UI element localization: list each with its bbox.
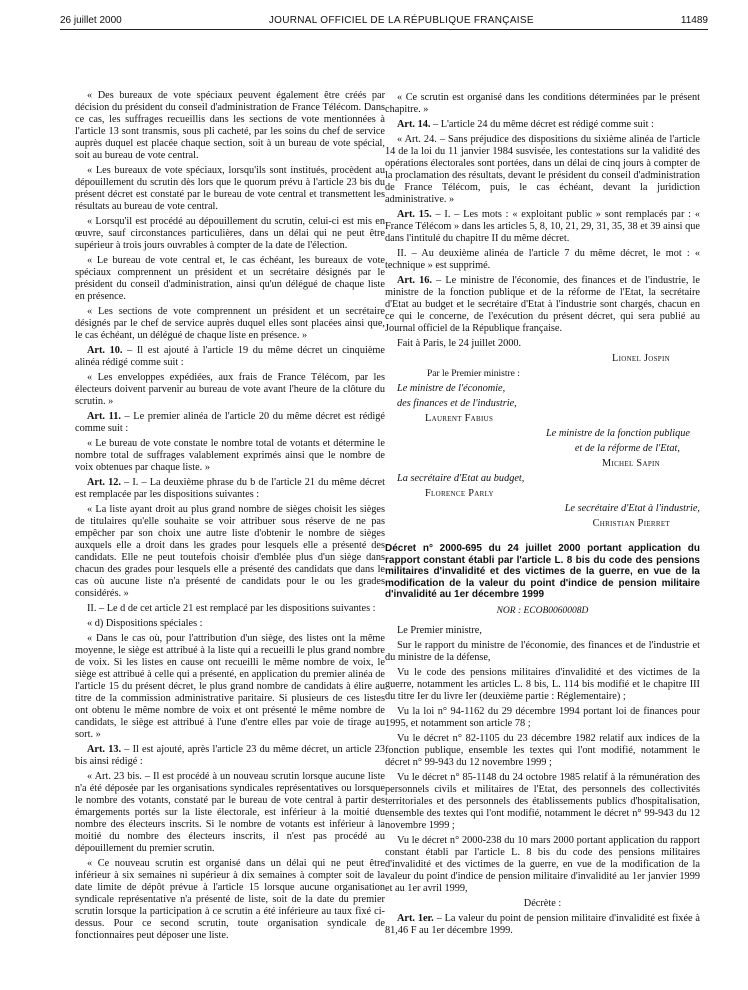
- page-number: 11489: [680, 15, 708, 26]
- minister-eco-line1: Le ministre de l'économie,: [397, 383, 506, 394]
- paragraph: Le Premier ministre,: [397, 624, 482, 636]
- paragraph: « Lorsqu'il est procédé au dépouillement du scrutin, celui-ci est mis en œuvre, sauf circonstances particulières, dans un délai qui ne peut être supérieur à trois jours ouvrables à compter de la date de l'élection.: [75, 216, 385, 251]
- minister-fp-line1: Le ministre de la fonction publique: [545, 428, 690, 439]
- right-column: [385, 92, 700, 940]
- article-11: [75, 411, 385, 435]
- article-text: – L'article 24 du même décret est rédigé comme suit :: [430, 119, 654, 130]
- sec-budget: La secrétaire d'Etat au budget,: [397, 473, 525, 484]
- paragraph: « d) Dispositions spéciales :: [87, 618, 203, 629]
- decree-title: Décret n° 2000-695 du 24 juillet 2000 portant application du rapport constant établi par l'article L. 8 bis du code des pensions militaires d'invalidité et des victimes de la guerre, en vue de la modification de la valeur du point d'indice de pension militaire d'invalidité au 1er décembre 1999: [385, 543, 700, 600]
- decrete: Décrète :: [523, 897, 562, 909]
- done-at: Fait à Paris, le 24 juillet 2000.: [397, 338, 522, 349]
- left-column: [75, 90, 385, 945]
- page-header: [60, 8, 708, 30]
- paragraph: « Art. 24. – Sans préjudice des dispositions du sixième alinéa de l'article 14 de la loi du 11 janvier 1984 susvisée, les contestations sur la validité des opérations électorales sont portées, dans un délai de cinq jours à compter de la proclamation des résultats, devant le président du conseil d'administration de France Télécom, puis, le cas échéant, devant la juridiction administrative. »: [385, 134, 700, 205]
- paragraph: « Les bureaux de vote spéciaux, lorsqu'ils sont institués, procèdent au dépouillement du scrutin dès lors que le quorum prévu à l'article 23 bis du présent décret est constaté par le bureau de vote central et transmettent les résultats au bureau de vote central.: [75, 165, 385, 212]
- paragraph: Vu le code des pensions militaires d'invalidité et des victimes de la guerre, notamment les articles L. 8 bis, L. 114 bis modifié et le chapitre III du titre Ier du livre Ier (deuxième partie : Réglementaire) ;: [385, 666, 700, 702]
- par-premier-ministre: Par le Premier ministre :: [427, 369, 520, 379]
- article-14: [385, 119, 700, 131]
- article-text: – La valeur du point de pension militaire d'invalidité est fixée à 81,46 F au 1er décembre 1999.: [385, 912, 700, 936]
- signature-fabius: Laurent Fabius: [425, 413, 494, 424]
- article-label: Art. 15.: [397, 209, 432, 220]
- paragraph: « Les enveloppes expédiées, aux frais de France Télécom, par les électeurs doivent parvenir au bureau de vote avant l'heure de la clôture du scrutin. »: [75, 372, 385, 407]
- nor-reference: NOR : ECOB0060008D: [496, 605, 589, 616]
- paragraph: « Les sections de vote comprennent un président et un secrétaire désignés par le chef de service auprès duquel elles sont placées ainsi que, le cas échéant, un délégué de chaque liste en présence. »: [75, 306, 385, 341]
- paragraph: Vu le décret n° 82-1105 du 23 décembre 1982 relatif aux indices de la fonction publique, ensemble les textes qui l'ont modifié, notamment le décret n° 99-943 du 12 novembre 1999 ;: [385, 732, 700, 768]
- paragraph: Sur le rapport du ministre de l'économie, des finances et de l'industrie et du ministre de la défense,: [385, 639, 700, 663]
- paragraph: « Le bureau de vote central et, le cas échéant, les bureaux de vote spéciaux comprennent un président et un secrétaire désignés par le président du conseil d'administration, ainsi qu'un délégué de chaque liste en présence.: [75, 255, 385, 302]
- paragraph: Vu le décret n° 85-1148 du 24 octobre 1985 relatif à la rémunération des personnels civils et militaires de l'Etat, des personnels des collectivités territoriales et des personnels des établissements publics d'hospitalisation, ensemble des textes qui l'ont modifié, notamment le décret n° 99-943 du 12 novembre 1999 ;: [385, 771, 700, 831]
- article-label: Art. 10.: [87, 345, 123, 356]
- header-date: 26 juillet 2000: [60, 15, 122, 26]
- article-12: [75, 477, 385, 501]
- article-text: – Le premier alinéa de l'article 20 du même décret est rédigé comme suit :: [75, 411, 385, 434]
- signature-pm: Lionel Jospin: [612, 353, 670, 364]
- signature-sapin: Michel Sapin: [602, 458, 660, 469]
- article-10: [75, 345, 385, 369]
- article-label: Art. 13.: [87, 744, 122, 755]
- paragraph: Vu le décret n° 2000-238 du 10 mars 2000 portant application du rapport constant établi par l'article L. 8 bis du code des pensions militaires d'invalidité et des victimes de la guerre, en vue de la modification de la valeur du point d'indice de pension militaire d'invalidité au 1er janvier 1999 et au 1er avril 1999,: [385, 834, 700, 894]
- paragraph: « Art. 23 bis. – Il est procédé à un nouveau scrutin lorsque aucune liste n'a été déposée par les organisations syndicales représentatives ou lorsque le nombre des votants, constaté par le bureau de vote central à partir des émargements portés sur la liste électorale, est inférieur à la moitié du nombre des électeurs inscrits. Si le nombre de votants est inférieur à la moitié du nombre des électeurs inscrits, il n'est pas procédé au dépouillement du premier scrutin.: [75, 771, 385, 854]
- minister-fp-line2: et de la réforme de l'Etat,: [574, 443, 680, 454]
- article-label: Art. 16.: [397, 275, 432, 286]
- paragraph: II. – Le d de cet article 21 est remplacé par les dispositions suivantes :: [87, 603, 376, 614]
- article-text: – Il est ajouté, après l'article 23 du même décret, un article 23 bis ainsi rédigé :: [75, 744, 385, 767]
- article-text: – I. – Les mots : « exploitant public » sont remplacés par : « France Télécom » dans les articles 5, 8, 10, 21, 29, 31, 35, 38 et 39 ainsi que dans l'intitulé du chapitre II du même décret.: [385, 209, 700, 244]
- paragraph: « Le bureau de vote constate le nombre total de votants et détermine le nombre total de suffrages valablement exprimés ainsi que le nombre de voix obtenues par chaque liste. »: [75, 438, 385, 473]
- article-label: Art. 1er.: [397, 912, 434, 924]
- article-text: – Le ministre de l'économie, des finances et de l'industrie, le ministre de la fonction publique et de la réforme de l'Etat, la secrétaire d'Etat au budget et le secrétaire d'Etat à l'industrie sont chargés, chacun en ce qui le concerne, de l'exécution du présent décret, qui sera publié au Journal officiel de la République française.: [385, 275, 700, 334]
- article-1: [385, 913, 700, 937]
- paragraph: « La liste ayant droit au plus grand nombre de sièges choisit les sièges de titulaires qu'elle souhaite se voir attribuer sous réserve de ne pas empêcher par son choix une autre liste d'obtenir le nombre de sièges auxquels elle a droit dans les grades pour lesquels elle a présenté des candidats. Elle ne peut toutefois choisir d'emblée plus d'un siège dans chacun des grades pour lesquels elle a présenté des candidats que dans le cas où aucune liste n'a présenté de candidats pour le ou les grades considérés. »: [75, 504, 385, 599]
- paragraph: « Dans le cas où, pour l'attribution d'un siège, des listes ont la même moyenne, le siège est attribué à la liste qui a recueilli le plus grand nombre de voix. Si les listes en cause ont recueilli le même nombre de voix, le siège est attribué à celle qui a présenté, en application du premier alinéa de l'article 15 du présent décret, le plus grand nombre de candidats à élire au titre de la commission administrative paritaire. Si plusieurs de ces listes ont obtenu le même nombre de voix et ont présenté le même nombre de candidats, le siège est attribué à l'une d'entre elles par voie de tirage au sort. »: [75, 633, 385, 740]
- article-label: Art. 14.: [397, 119, 431, 130]
- article-label: Art. 12.: [87, 477, 121, 488]
- article-15: [385, 209, 700, 245]
- paragraph: « Ce nouveau scrutin est organisé dans un délai qui ne peut être inférieur à six semaines ni supérieur à dix semaines à compter soit de la date limite de dépôt prévue à l'article 15 lorsque aucune organisation syndicale représentative n'a présenté de liste, soit de la date du premier scrutin lorsque la participation à ce scrutin a été inférieure au taux fixé ci-dessus. Pour ce second scrutin, toute organisation syndicale de fonctionnaires peut déposer une liste.: [75, 858, 385, 941]
- signature-pierret: Christian Pierret: [592, 518, 670, 529]
- signature-parly: Florence Parly: [425, 488, 494, 499]
- journal-title: JOURNAL OFFICIEL DE LA RÉPUBLIQUE FRANÇAISE: [268, 15, 534, 26]
- paragraph: Vu la loi n° 94-1162 du 29 décembre 1994 portant loi de finances pour 1995, et notamment son article 78 ;: [385, 705, 700, 729]
- paragraph: II. – Au deuxième alinéa de l'article 7 du même décret, le mot : « technique » est supprimé.: [385, 248, 700, 271]
- article-16: [385, 275, 700, 335]
- sec-industrie: Le secrétaire d'Etat à l'industrie,: [564, 503, 700, 514]
- paragraph: « Ce scrutin est organisé dans les conditions déterminées par le présent chapitre. »: [385, 92, 700, 115]
- paragraph: « Des bureaux de vote spéciaux peuvent également être créés par décision du président du conseil d'administration de France Télécom. Dans ce cas, les suffrages recueillis dans les sections de vote mentionnées à l'article 13 sont transmis, sous pli cacheté, par les soins du chef de service auprès duquel est placée chaque section, soit à un bureau de vote spécial, soit au bureau de vote central.: [75, 90, 385, 161]
- article-text: – I. – La deuxième phrase du b de l'article 21 du même décret est remplacée par les dispositions suivantes :: [75, 477, 385, 500]
- minister-eco-line2: des finances et de l'industrie,: [397, 398, 517, 409]
- article-text: – Il est ajouté à l'article 19 du même décret un cinquième alinéa rédigé comme suit :: [75, 345, 385, 368]
- article-label: Art. 11.: [87, 411, 121, 422]
- article-13: [75, 744, 385, 768]
